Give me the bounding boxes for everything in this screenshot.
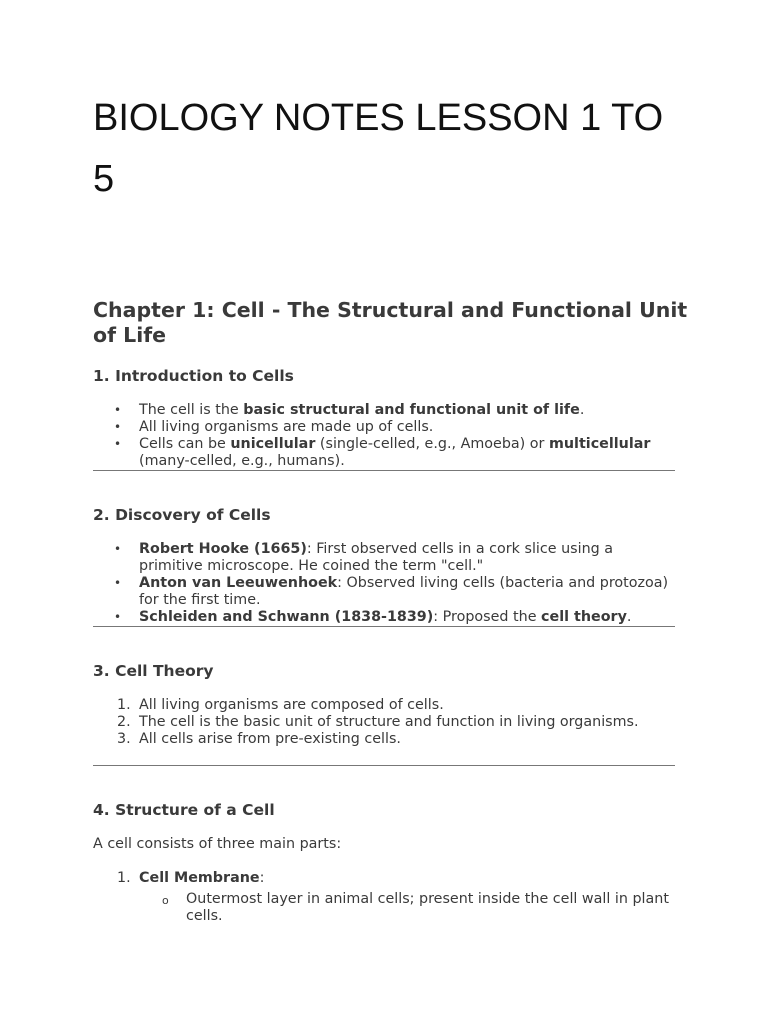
cell-membrane-sublist — [93, 891, 678, 925]
list-item: • Cells can be unicellular (single-celled, e.g., Amoeba) or multicellular (many-celled, e.g., humans). — [93, 436, 678, 470]
section-heading-cell-theory: 3. Cell Theory — [93, 662, 214, 680]
introduction-bullet-list — [93, 402, 678, 470]
chapter-heading: Chapter 1: Cell - The Structural and Functional Unit of Life — [93, 298, 688, 347]
list-item: 2. The cell is the basic unit of structure and function in living organisms. — [117, 714, 639, 730]
section-heading-structure: 4. Structure of a Cell — [93, 801, 275, 819]
list-item: • All living organisms are made up of cells. — [93, 419, 678, 436]
circle-bullet-icon: o — [162, 894, 169, 907]
structure-numbered-list — [93, 870, 678, 887]
section-heading-discovery: 2. Discovery of Cells — [93, 506, 271, 524]
list-item: • Anton van Leeuwenhoek: Observed living cells (bacteria and protozoa) for the first time. — [93, 575, 678, 609]
section-divider — [93, 765, 675, 766]
discovery-bullet-list — [93, 541, 678, 626]
list-item: 3. All cells arise from pre-existing cells. — [117, 731, 401, 747]
list-item: 1. Cell Membrane: — [117, 870, 265, 886]
list-item: • The cell is the basic structural and functional unit of life. — [93, 402, 678, 419]
section-divider — [93, 626, 675, 627]
section-heading-introduction: 1. Introduction to Cells — [93, 367, 294, 385]
list-item: 1. All living organisms are composed of cells. — [117, 697, 444, 713]
list-item: o Outermost layer in animal cells; present inside the cell wall in plant cells. — [162, 891, 669, 924]
list-item: • Robert Hooke (1665): First observed cells in a cork slice using a primitive microscope. He coined the term "cell." — [93, 541, 678, 575]
section-divider — [93, 470, 675, 471]
document-title: BIOLOGY NOTES LESSON 1 TO 5 — [93, 97, 664, 200]
structure-intro-text: A cell consists of three main parts: — [93, 836, 342, 852]
list-item: • Schleiden and Schwann (1838-1839): Proposed the cell theory. — [93, 609, 678, 626]
cell-theory-numbered-list — [93, 697, 678, 748]
